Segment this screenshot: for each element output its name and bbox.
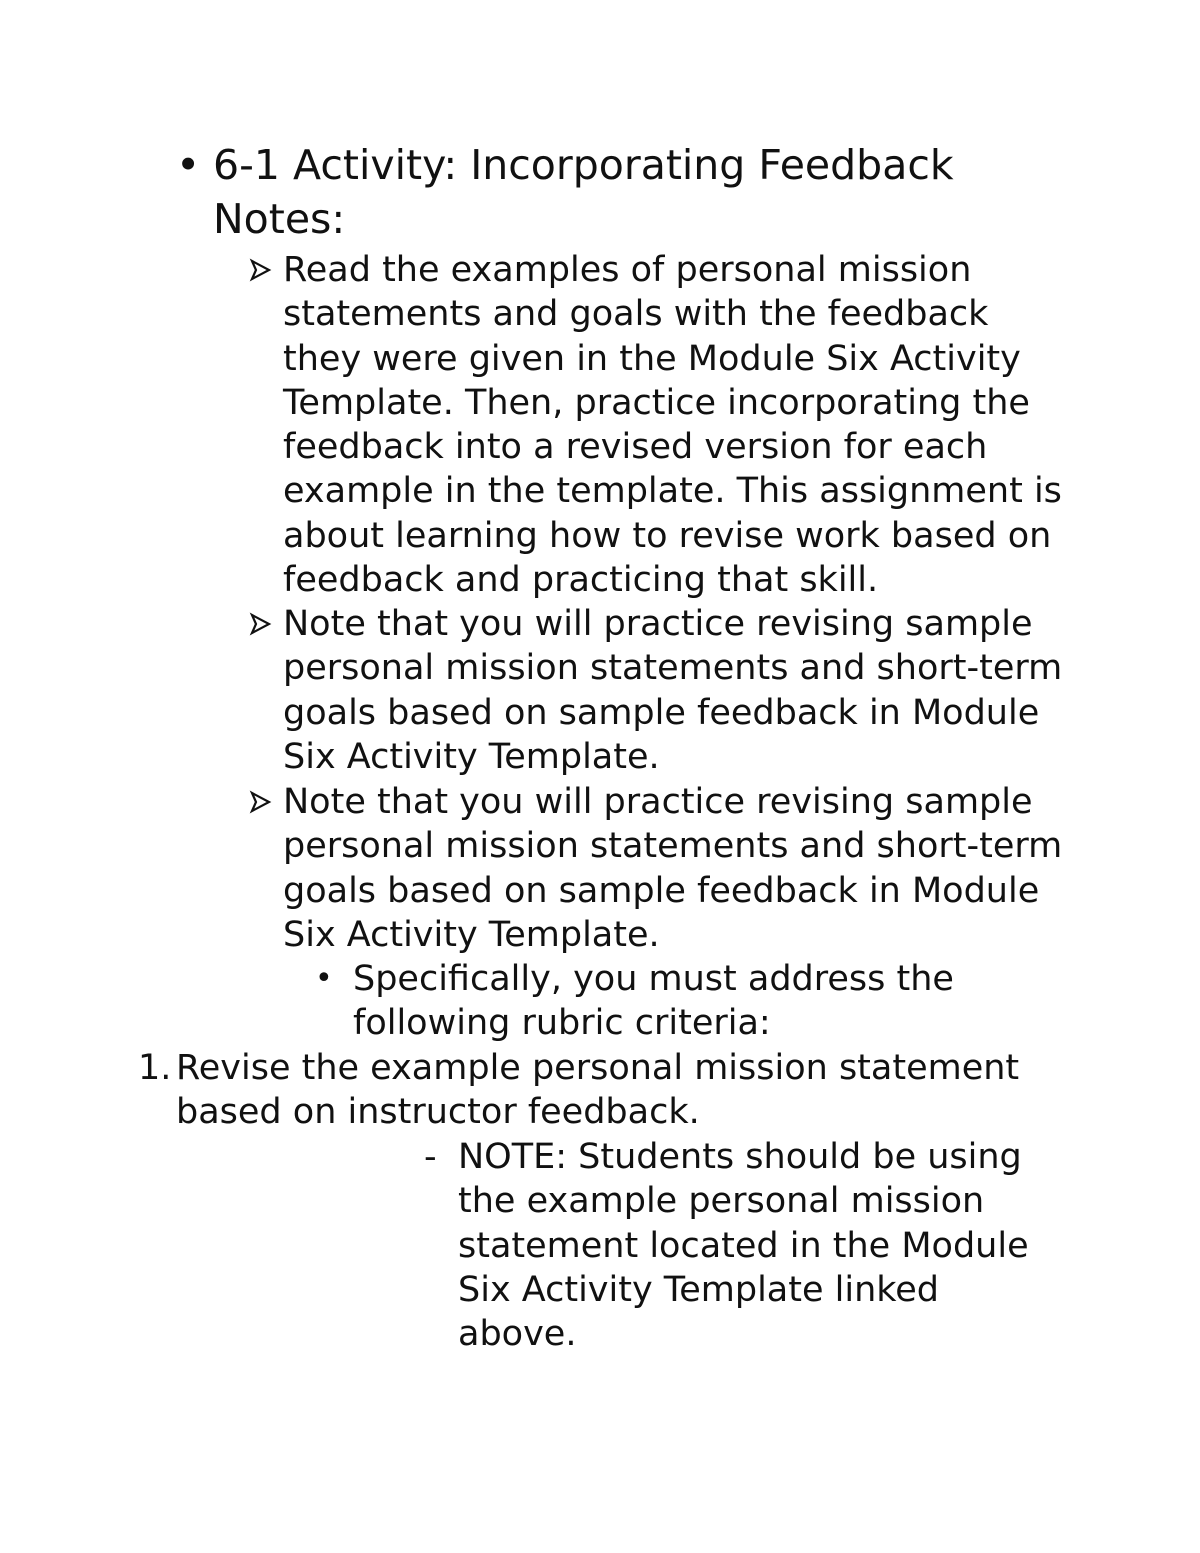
numbered-item — [138, 1046, 1068, 1135]
list-item — [246, 602, 1066, 779]
note-item — [422, 1135, 1062, 1356]
list-item-text: Read the examples of personal mission statements and goals with the feedback they were given in the Module Six Activity Template. Then, practice incorporating the feedback into a revised version for each example in the template. This assignment is about learning how to revise work based on feedback and practicing that skill. — [283, 250, 1062, 601]
numbered-marker: 1. — [138, 1048, 172, 1088]
activity-heading — [176, 138, 1076, 246]
note-dash-marker: - — [424, 1137, 437, 1177]
sub-bullet-item — [313, 957, 1073, 1046]
list-item-text: Note that you will practice revising sample personal mission statements and short-term goals based on sample feedback in Module Six Activity Template. — [283, 782, 1063, 955]
note-text: NOTE: Students should be using the example personal mission statement located in the Module Six Activity Template linked above. — [458, 1137, 1029, 1355]
numbered-text: Revise the example personal mission statement based on instructor feedback. — [176, 1048, 1020, 1133]
list-item — [246, 248, 1066, 602]
sub-bullet-marker: • — [315, 961, 333, 996]
sub-bullet-text: Specifically, you must address the following rubric criteria: — [353, 959, 954, 1044]
list-item-text: Note that you will practice revising sample personal mission statements and short-term goals based on sample feedback in Module Six Activity Template. — [283, 604, 1063, 777]
heading-bullet: • — [176, 141, 201, 189]
heading-text: 6-1 Activity: Incorporating Feedback Notes: — [213, 141, 954, 243]
list-item — [246, 780, 1066, 957]
